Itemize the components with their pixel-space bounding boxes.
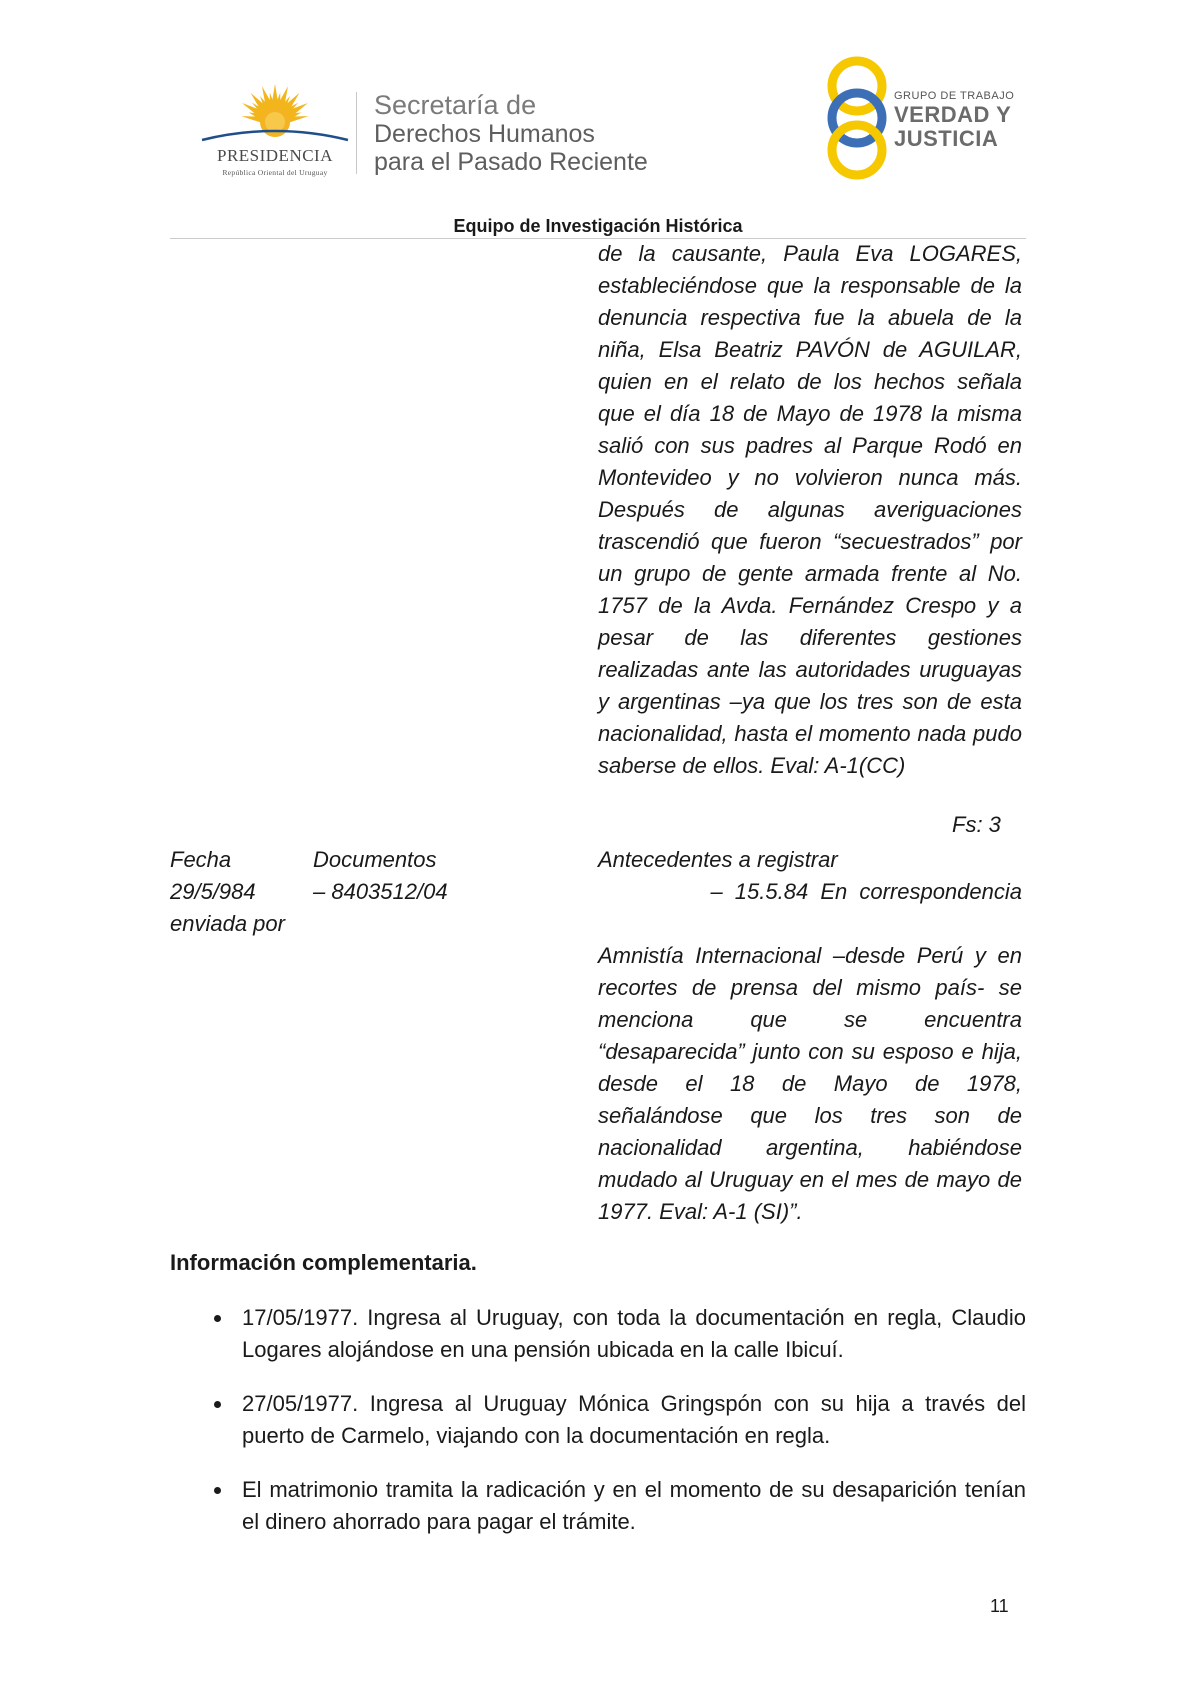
bullet-icon [214,1401,221,1408]
presidencia-subtitle: República Oriental del Uruguay [222,168,328,177]
verdad-justicia-logo [822,56,1032,180]
sun-emblem-icon [196,82,354,146]
linked-rings-icon [822,56,892,180]
record-antecedent-first-line: – 15.5.84 En correspondencia [710,879,1022,904]
record-document-number: – 8403512/04 [313,879,448,904]
record-date: 29/5/984 [170,879,256,904]
list-item [170,1302,1026,1366]
bullet-icon [214,1315,221,1322]
section-title: Información complementaria. [170,1250,477,1275]
continuation-paragraph: de la causante, Paula Eva LOGARES, estableciéndose que la responsable de la denuncia respectiva fue la abuela de la niña, Elsa Beatriz PAVÓN de AGUILAR, quien en el relato de los hechos señala que el día 18 de Mayo de 1978 la misma salió con sus padres al Parque Rodó en Montevideo y no volvieron nunca más. Después de algunas averiguaciones trascendió que fueron “secuestrados” por un grupo de gente armada frente al No. 1757 de la Avda. Fernández Crespo y a pesar de las diferentes gestiones realizadas ante las autoridades uruguayas y argentinas –ya que los tres son de esta nacionalidad, hasta el momento nada pudo saberse de ellos. Eval: A-1(CC) [598,241,1022,778]
verdad-justicia-text [894,90,1034,151]
secretaria-line-1: Secretaría de [374,90,537,120]
gtvj-big-line-2: JUSTICIA [894,126,999,151]
list-item [170,1474,1026,1538]
fs-note: Fs: 3 [952,812,1001,837]
secretaria-title [374,90,714,176]
team-title: Equipo de Investigación Histórica [453,216,743,236]
list-item [170,1388,1026,1452]
col-header-fecha: Fecha [170,847,232,872]
col-header-antecedentes: Antecedentes a registrar [598,847,838,872]
bullet-icon [214,1487,221,1494]
page-number: 11 [990,1596,1009,1616]
presidencia-logo [196,82,354,182]
list-item-text: 27/05/1977. Ingresa al Uruguay Mónica Gringspón con su hija a través del puerto de Carmelo, viajando con la documentación en regla. [242,1391,1026,1448]
list-item-text: El matrimonio tramita la radicación y en el momento de su desaparición tenían el dinero ahorrado para pagar el trámite. [242,1477,1026,1534]
secretaria-line-2: Derechos Humanos [374,120,595,148]
complementary-list [170,1302,1026,1560]
secretaria-line-3: para el Pasado Reciente [374,148,648,176]
gtvj-big-line-1: VERDAD Y [894,102,1012,127]
record-sent-by: enviada por [170,911,285,936]
gtvj-small-label: GRUPO DE TRABAJO [894,90,1015,102]
header-divider [356,92,357,174]
presidencia-word: PRESIDENCIA [216,146,333,165]
record-antecedent-paragraph: Amnistía Internacional –desde Perú y en recortes de prensa del mismo país- se menciona que se encuentra “desaparecida” junto con su esposo e hija, desde el 18 de Mayo de 1978, señalándose que los tres son de nacionalidad argentina, habiéndose mudado al Uruguay en el mes de mayo de 1977. Eval: A-1 (SI)”. [598,943,1022,1224]
col-header-documentos: Documentos [313,847,437,872]
list-item-text: 17/05/1977. Ingresa al Uruguay, con toda la documentación en regla, Claudio Logares alojándose en una pensión ubicada en la calle Ibicuí. [242,1305,1026,1362]
